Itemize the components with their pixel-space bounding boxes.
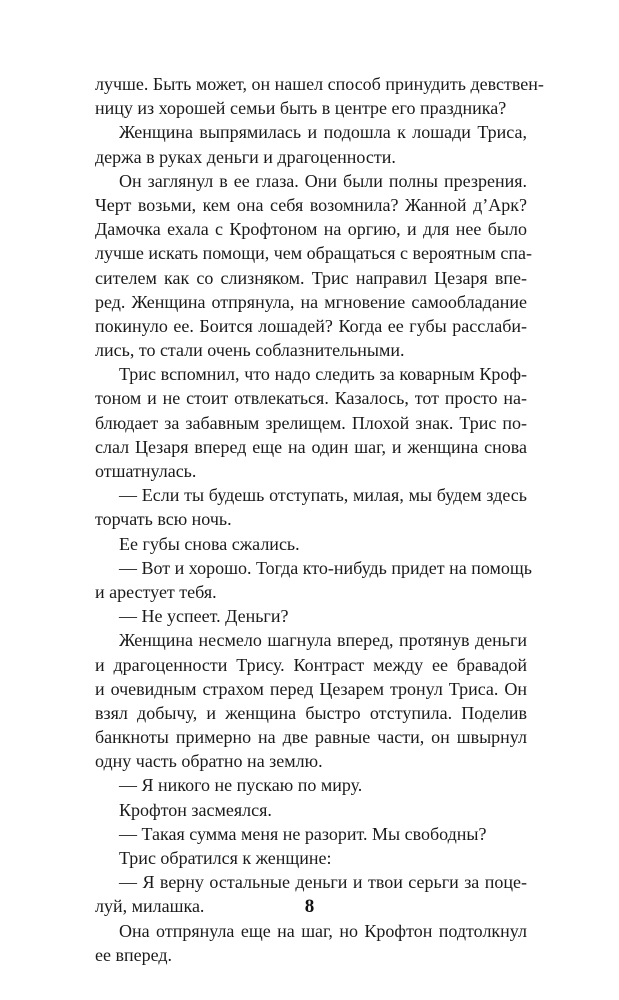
text-line: ред. Женщина отпрянула, на мгновение самообладание bbox=[95, 291, 527, 312]
text-line: и арестует тебя. bbox=[95, 581, 217, 602]
text-line: держа в руках деньги и драгоценности. bbox=[95, 146, 396, 167]
text-line: ее вперед. bbox=[95, 944, 173, 965]
text-line: покинуло ее. Боится лошадей? Когда ее губы расслаби- bbox=[95, 315, 527, 336]
text-line: одну часть обратно на землю. bbox=[95, 751, 323, 772]
text-line: и драгоценности Трису. Контраст между ее бравадой bbox=[95, 654, 527, 675]
text-line: и очевидным страхом перед Цезарем тронул Триса. Он bbox=[95, 678, 527, 699]
text-line: тоном и не стоит отвлекаться. Казалось, тот просто на- bbox=[95, 388, 527, 409]
text-line: банкноты примерно на две равные части, он швырнул bbox=[95, 727, 527, 748]
text-line: лучше искать помощи, чем обращаться с вероятным спа- bbox=[95, 243, 532, 264]
text-line: — Я никого не пускаю по миру. bbox=[119, 775, 363, 796]
page-number: 8 bbox=[304, 896, 315, 917]
text-line: — Я верну остальные деньги и твои серьги за поце- bbox=[119, 872, 527, 893]
text-line: сителем как со слизняком. Трис направил Цезаря впе- bbox=[95, 267, 527, 288]
text-line: Трис обратился к женщине: bbox=[119, 848, 332, 868]
text-line: взял добычу, и женщина быстро отступила. Поделив bbox=[95, 702, 527, 723]
text-line: лись, то стали очень соблазнительными. bbox=[95, 340, 405, 361]
text-line: торчать всю ночь. bbox=[95, 509, 232, 530]
text-line: — Вот и хорошо. Тогда кто-нибудь придет на помощь bbox=[119, 557, 532, 578]
text-line: — Не успеет. Деньги? bbox=[119, 606, 289, 627]
text-line: Женщина несмело шагнула вперед, протянув деньги bbox=[119, 630, 527, 651]
text-line: — Такая сумма меня не разорит. Мы свободны? bbox=[119, 823, 487, 844]
text-line: Черт возьми, кем она себя возомнила? Жанной д’Арк? bbox=[95, 194, 527, 215]
text-line: Он заглянул в ее глаза. Они были полны презрения. bbox=[119, 170, 527, 191]
text-line: Дамочка ехала с Крофтоном на оргию, и для нее было bbox=[95, 219, 527, 240]
text-line: слал Цезаря вперед еще на один шаг, и женщина снова bbox=[95, 436, 527, 457]
text-line: Ее губы снова сжались. bbox=[119, 533, 300, 554]
text-line: луй, милашка. bbox=[95, 896, 205, 917]
text-line: Крофтон засмеялся. bbox=[119, 799, 272, 820]
body-text bbox=[95, 72, 544, 967]
text-line: блюдает за забавным зрелищем. Плохой знак. Трис по- bbox=[95, 412, 527, 433]
text-line: ницу из хорошей семьи быть в центре его праздника? bbox=[95, 98, 507, 119]
text-line: Женщина выпрямилась и подошла к лошади Триса, bbox=[119, 122, 527, 143]
text-line: отшатнулась. bbox=[95, 461, 197, 481]
text-line: лучше. Быть может, он нашел способ принудить девствен- bbox=[95, 74, 544, 94]
text-line: Трис вспомнил, что надо следить за коварным Кроф- bbox=[119, 364, 527, 385]
text-line: — Если ты будешь отступать, милая, мы будем здесь bbox=[119, 485, 527, 506]
text-line: Она отпрянула еще на шаг, но Крофтон подтолкнул bbox=[119, 920, 527, 941]
